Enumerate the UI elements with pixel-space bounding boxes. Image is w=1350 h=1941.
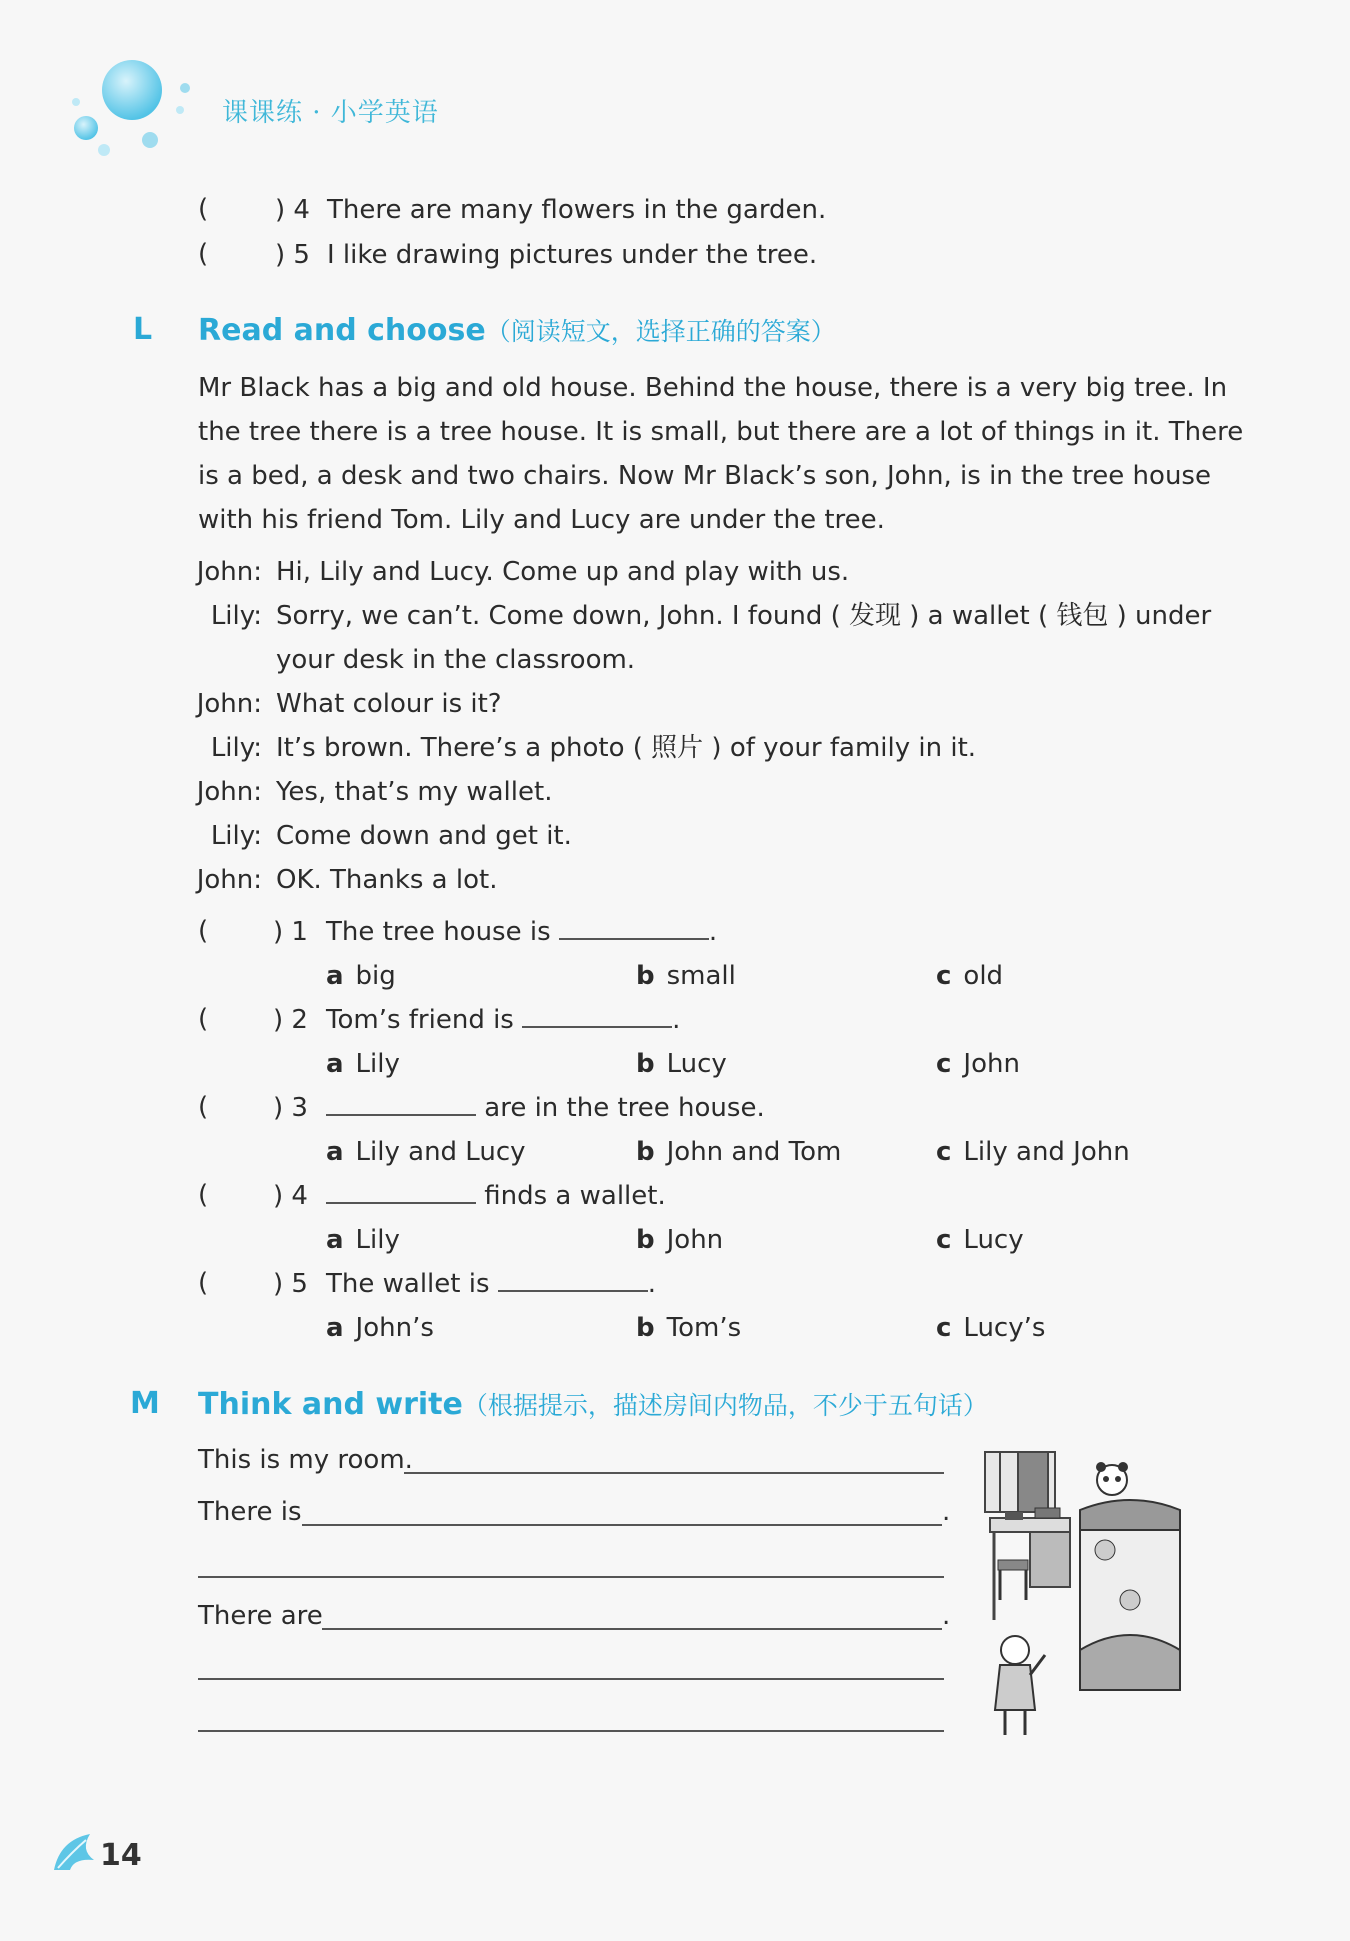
stem-pre: The tree house is: [326, 917, 551, 947]
header-title: 课课练 · 小学英语: [222, 98, 439, 128]
question-stem: [326, 1004, 680, 1036]
answer-paren-open: (: [198, 1180, 209, 1210]
question-number: ) 5: [273, 1269, 308, 1299]
writing-line[interactable]: [198, 1678, 944, 1680]
section-title-cn: （阅读短文，选择正确的答案）: [485, 317, 836, 346]
write-prompt: This is my room.: [198, 1445, 413, 1475]
option-b: b small: [636, 961, 736, 991]
passage-line: is a bed, a desk and two chairs. Now Mr Black’s son, John, is in the tree house: [198, 461, 1211, 491]
section-title-cn: （根据提示，描述房间内物品，不少于五句话）: [462, 1391, 988, 1420]
item-number: ) 4: [275, 195, 310, 225]
stem-pre: The wallet is: [326, 1269, 490, 1299]
question-number: ) 1: [273, 917, 308, 947]
speaker-label: John:: [196, 777, 262, 807]
question-stem: [326, 1092, 765, 1124]
option-b: b Tom’s: [636, 1313, 742, 1343]
answer-paren-open: (: [198, 1268, 209, 1298]
answer-paren-open: (: [198, 1092, 209, 1122]
stem-post: .: [672, 1005, 681, 1035]
option-b: b Lucy: [636, 1049, 727, 1079]
dialogue-line: Come down and get it.: [276, 821, 572, 851]
item-number: ) 5: [275, 240, 310, 270]
dialogue-line: What colour is it?: [276, 689, 502, 719]
speaker-label: Lily:: [210, 733, 262, 763]
speaker-label: John:: [196, 557, 262, 587]
speaker-label: Lily:: [210, 601, 262, 631]
answer-blank: [559, 916, 709, 940]
question-number: ) 2: [273, 1005, 308, 1035]
stem-post: are in the tree house.: [484, 1093, 765, 1123]
writing-line[interactable]: [404, 1472, 944, 1474]
dialogue-line: Sorry, we can’t. Come down, John. I found ( 发现 ) a wallet ( 钱包 ) under: [276, 601, 1212, 631]
option-b: b John: [636, 1225, 724, 1255]
write-prompt: There are: [198, 1601, 323, 1631]
passage-line: the tree there is a tree house. It is small, but there are a lot of things in it. There: [198, 417, 1244, 447]
question-stem: [326, 1180, 666, 1212]
passage-line: with his friend Tom. Lily and Lucy are under the tree.: [198, 505, 885, 535]
room-illustration: [980, 1450, 1185, 1740]
dialogue-line: Hi, Lily and Lucy. Come up and play with us.: [276, 557, 850, 587]
writing-line[interactable]: [322, 1628, 942, 1630]
answer-blank: [326, 1180, 476, 1204]
question-number: ) 4: [273, 1181, 308, 1211]
section-title: [198, 1386, 988, 1422]
question-number: ) 3: [273, 1093, 308, 1123]
dialogue-line: Yes, that’s my wallet.: [276, 777, 553, 807]
option-a: a Lily and Lucy: [326, 1137, 526, 1167]
answer-paren-open: (: [198, 239, 209, 269]
dialogue-line: OK. Thanks a lot.: [276, 865, 498, 895]
statement-text: There are many flowers in the garden.: [327, 195, 827, 225]
section-letter: L: [133, 312, 153, 347]
option-c: c Lucy: [936, 1225, 1024, 1255]
stem-post: finds a wallet.: [484, 1181, 666, 1211]
leaf-icon: [50, 1830, 98, 1874]
option-c: c John: [936, 1049, 1020, 1079]
answer-blank: [522, 1004, 672, 1028]
section-title-en: Think and write: [198, 1387, 463, 1422]
option-a: a big: [326, 961, 396, 991]
section-letter: M: [130, 1386, 160, 1421]
speaker-label: John:: [196, 689, 262, 719]
question-stem: [326, 1268, 656, 1300]
section-title-en: Read and choose: [198, 313, 486, 348]
write-prompt: There is: [198, 1497, 302, 1527]
passage-line: Mr Black has a big and old house. Behind the house, there is a very big tree. In: [198, 373, 1228, 403]
dialogue-line: It’s brown. There’s a photo ( 照片 ) of your family in it.: [276, 733, 977, 763]
statement-text: I like drawing pictures under the tree.: [327, 240, 818, 270]
stem-post: .: [647, 1269, 657, 1299]
page-number: 14: [100, 1838, 142, 1873]
answer-blank: [326, 1092, 476, 1116]
option-c: c Lucy’s: [936, 1313, 1046, 1343]
dialogue-line: your desk in the classroom.: [276, 645, 636, 675]
speaker-label: Lily:: [210, 821, 262, 851]
speaker-label: John:: [196, 865, 262, 895]
period-mark: .: [942, 1601, 951, 1631]
option-c: c old: [936, 961, 1004, 991]
option-c: c Lily and John: [936, 1137, 1130, 1167]
bubbles-decoration: [60, 50, 200, 160]
writing-line[interactable]: [302, 1524, 942, 1526]
stem-pre: Tom’s friend is: [326, 1005, 514, 1035]
answer-paren-open: (: [198, 1004, 209, 1034]
period-mark: .: [942, 1497, 951, 1527]
writing-line[interactable]: [198, 1730, 944, 1732]
question-stem: [326, 916, 717, 948]
option-a: a Lily: [326, 1049, 400, 1079]
option-b: b John and Tom: [636, 1137, 842, 1167]
section-title: [198, 312, 836, 348]
option-a: a Lily: [326, 1225, 400, 1255]
answer-paren-open: (: [198, 194, 209, 224]
stem-post: .: [708, 917, 718, 947]
writing-line[interactable]: [198, 1576, 944, 1578]
option-a: a John’s: [326, 1313, 434, 1343]
answer-paren-open: (: [198, 916, 209, 946]
answer-blank: [498, 1268, 648, 1292]
